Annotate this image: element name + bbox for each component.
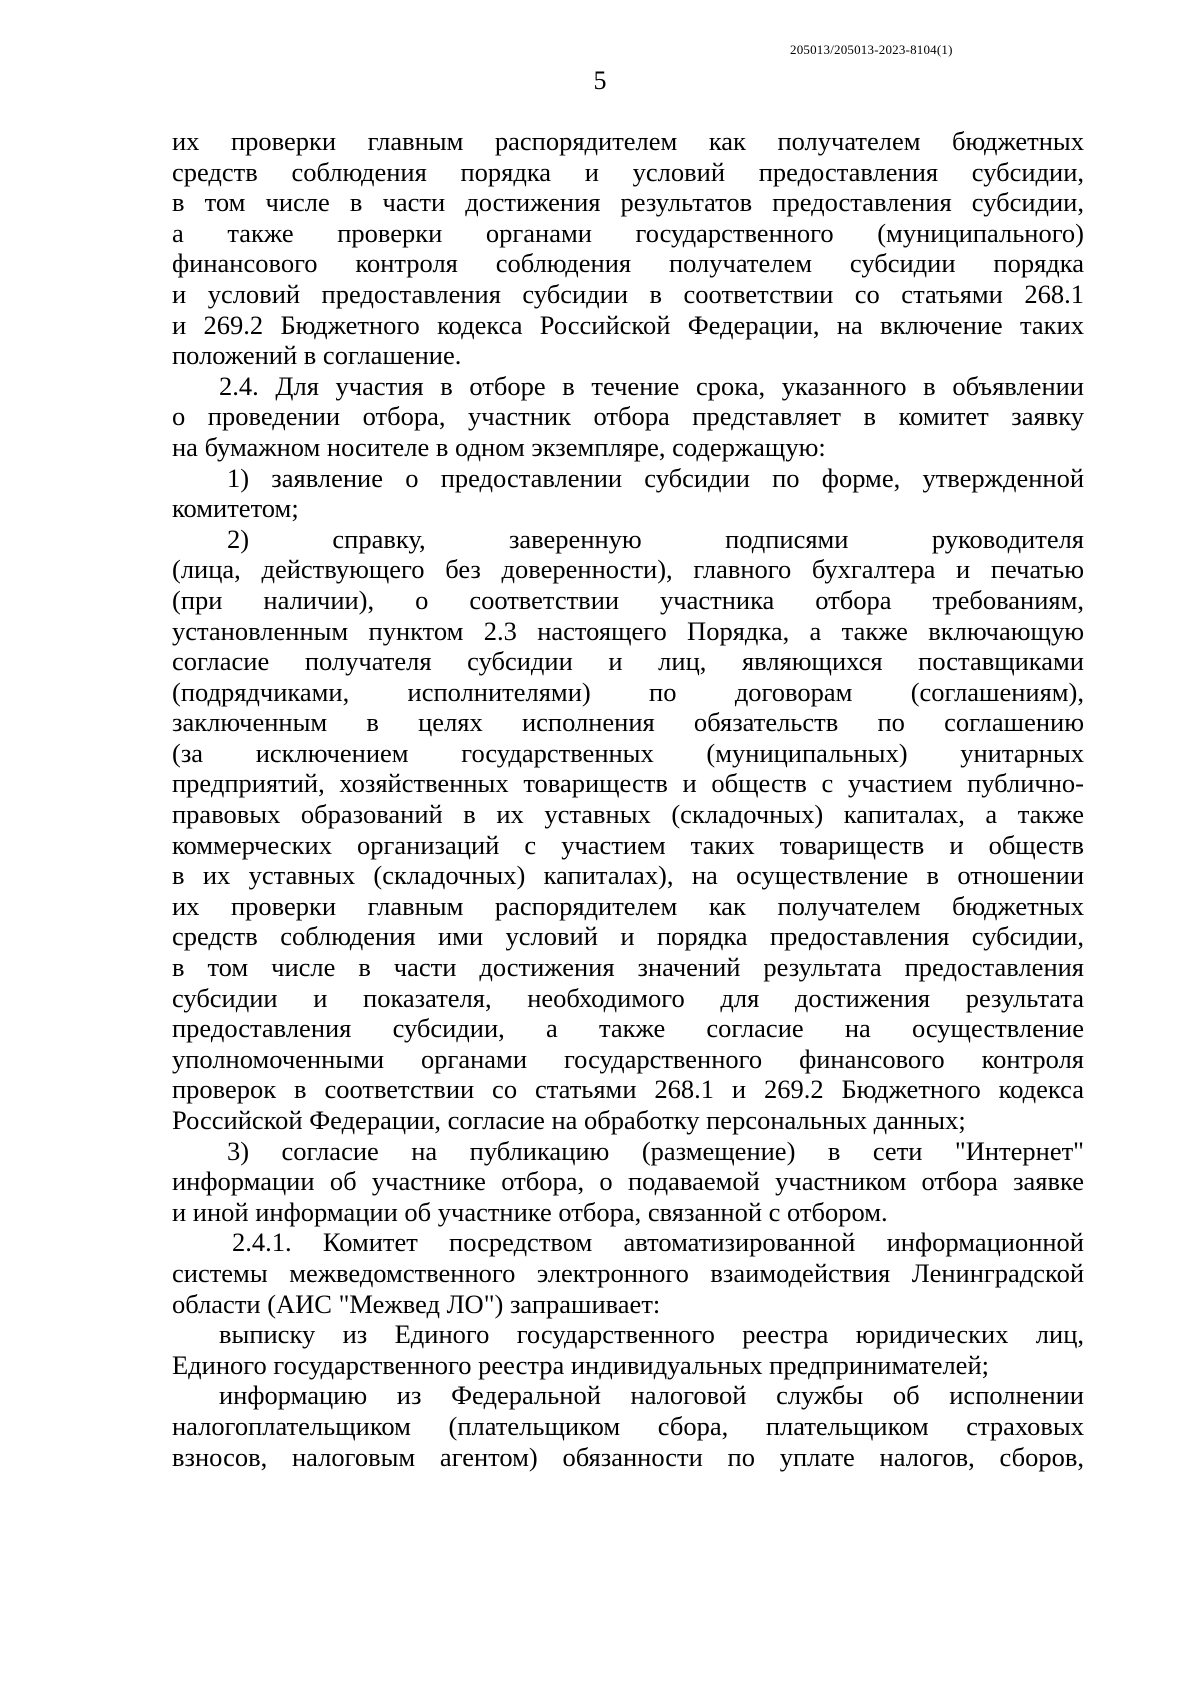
text-line: 1) заявление о предоставлении субсидии по форме, утвержденной [227,462,1084,493]
text-line: положений в соглашение. [172,340,462,371]
text-line: на бумажном носителе в одном экземпляре, содержащую: [172,431,826,462]
text-line: проверок в соответствии со статьями 268.1 и 269.2 Бюджетного кодекса [172,1074,1084,1105]
text-line: установленным пунктом 2.3 настоящего Порядка, а также включающую [172,615,1084,646]
text-line: о проведении отбора, участник отбора представляет в комитет заявку [172,401,1084,432]
text-line: финансового контроля соблюдения получателем субсидии порядка [172,248,1084,279]
text-line: предприятий, хозяйственных товариществ и обществ с участием публично- [172,768,1084,799]
paragraph [172,1227,1084,1319]
text-line: и 269.2 Бюджетного кодекса Российской Федерации, на включение таких [172,309,1084,340]
text-line: (за исключением государственных (муниципальных) унитарных [172,737,1084,768]
text-line: коммерческих организаций с участием таких товариществ и обществ [172,829,1084,860]
text-line: взносов, налоговым агентом) обязанности по уплате налогов, сборов, [172,1441,1084,1472]
text-line: 2.4.1. Комитет посредством автоматизированной информационной [232,1227,1084,1258]
paragraph [172,1380,1084,1472]
text-line: Российской Федерации, согласие на обработку персональных данных; [172,1105,966,1135]
paragraph [172,463,1084,524]
text-line: выписку из Единого государственного реестра юридических лиц, [219,1319,1084,1350]
body-text [172,126,1084,1472]
text-line: правовых образований в их уставных (складочных) капиталах, а также [172,799,1084,830]
text-line: 2) справку, заверенную подписями руководителя [227,523,1084,554]
text-line: предоставления субсидии, а также согласие на осуществление [172,1013,1084,1044]
text-line: в их уставных (складочных) капиталах), на осуществление в отношении [172,860,1084,891]
text-line: системы межведомственного электронного взаимодействия Ленинградской [172,1257,1084,1288]
document-id: 205013/205013-2023-8104(1) [790,42,953,57]
paragraph [172,371,1084,463]
paragraph [172,1136,1084,1228]
text-line: их проверки главным распорядителем как получателем бюджетных [172,890,1084,921]
page-number: 5 [593,66,607,95]
text-line: (подрядчиками, исполнителями) по договорам (соглашениям), [172,676,1084,707]
text-line: в том числе в части достижения результатов предоставления субсидии, [172,187,1084,218]
text-line: информации об участнике отбора, о подаваемой участником отбора заявке [172,1166,1084,1197]
text-line: информацию из Федеральной налоговой службы об исполнении [219,1380,1084,1411]
text-line: уполномоченными органами государственного финансового контроля [172,1043,1084,1074]
text-line: 2.4. Для участия в отборе в течение срока, указанного в объявлении [219,370,1084,401]
paragraph [172,524,1084,1136]
text-line: их проверки главным распорядителем как получателем бюджетных [172,126,1084,156]
text-line: (лица, действующего без доверенности), главного бухгалтера и печатью [172,554,1084,585]
text-line: согласие получателя субсидии и лиц, являющихся поставщиками [172,646,1084,677]
text-line: средств соблюдения ими условий и порядка предоставления субсидии, [172,921,1084,952]
text-line: Единого государственного реестра индивидуальных предпринимателей; [172,1349,989,1380]
text-line: заключенным в целях исполнения обязательств по соглашению [172,707,1084,738]
text-line: комитетом; [172,493,299,524]
text-line: средств соблюдения порядка и условий предоставления субсидии, [172,156,1084,187]
text-line: и условий предоставления субсидии в соответствии со статьями 268.1 [172,278,1084,309]
text-line: налогоплательщиком (плательщиком сбора, плательщиком страховых [172,1410,1084,1441]
text-line: субсидии и показателя, необходимого для достижения результата [172,982,1084,1013]
paragraph [172,126,1084,371]
text-line: 3) согласие на публикацию (размещение) в сети "Интернет" [227,1135,1084,1166]
text-line: а также проверки органами государственного (муниципального) [172,217,1084,248]
text-line: в том числе в части достижения значений результата предоставления [172,952,1084,983]
text-line: (при наличии), о соответствии участника отбора требованиям, [172,584,1084,615]
paragraph [172,1319,1084,1380]
text-line: и иной информации об участнике отбора, связанной с отбором. [172,1196,888,1227]
text-line: области (АИС "Межвед ЛО") запрашивает: [172,1288,661,1319]
